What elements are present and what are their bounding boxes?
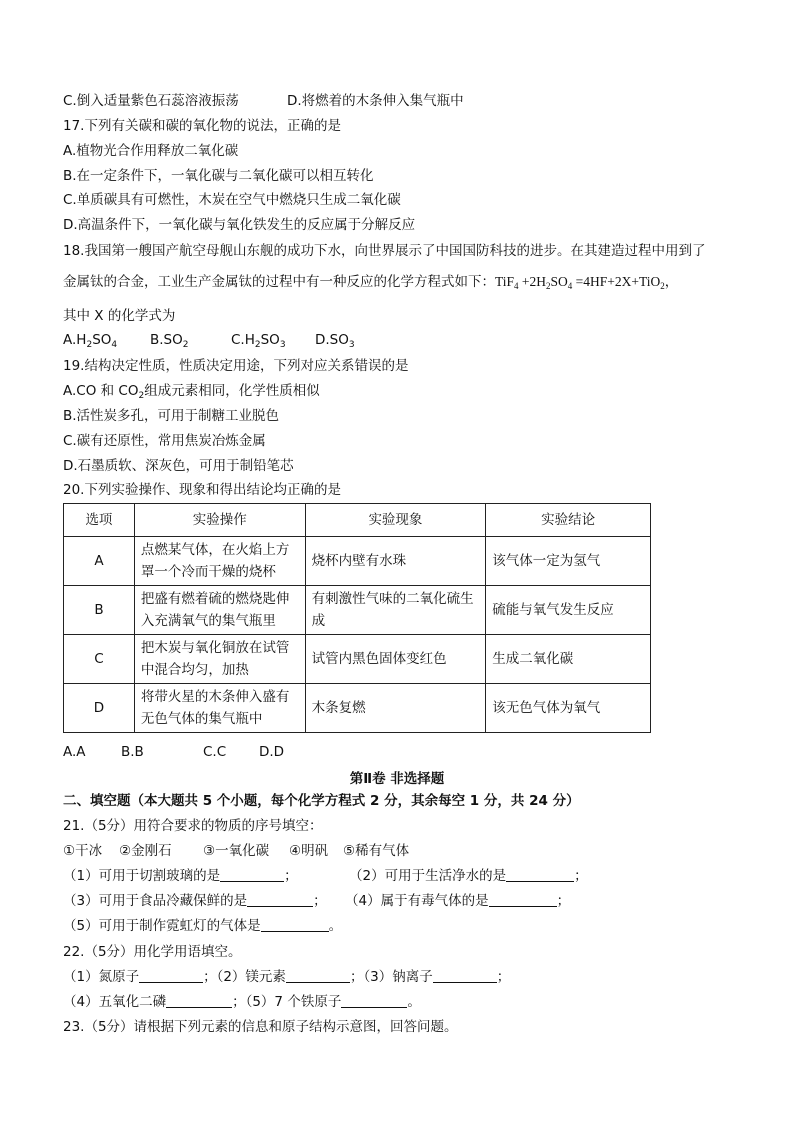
q21-item: ④明矾 [289,843,329,859]
table-cell: C [64,635,135,684]
q21-sub-5: （5）可用于制作霓虹灯的气体是 [63,918,261,934]
q16-option-d: D.将燃着的木条伸入集气瓶中 [287,93,464,109]
table-cell: 生成二氧化碳 [486,635,651,684]
q20-option-c: C.C [203,744,227,760]
q18-options [63,331,355,354]
section-2-heading: 二、填空题（本大题共 5 个小题，每个化学方程式 2 分，其余每空 1 分，共 24 分） [63,793,580,809]
q21-row-2: （3）可用于食品冷藏保鲜的是 ； （4）属于有毒气体的是 ； [63,893,571,909]
table-header-cell: 实验现象 [305,504,486,537]
q18-line-3: 其中 X 的化学式为 [63,308,176,324]
q18-option-d: $D.SO_3$ [315,332,355,350]
q21-items [63,842,410,860]
q21-item: ③一氧化碳 [203,843,270,859]
q21-sub-2-group: （2）可用于生活净水的是 ； [349,868,588,884]
q18-option-c: $C.H_2SO_3$ [231,332,286,350]
answer-blank[interactable] [166,993,232,1008]
q21-sub-4-group: （4）属于有毒气体的是 ； [345,893,571,909]
table-cell: A [64,537,135,586]
q20-stem: 20.下列实验操作、现象和得出结论均正确的是 [63,482,341,498]
table-cell: B [64,586,135,635]
table-cell: 硫能与氧气发生反应 [486,586,651,635]
table-cell: 该无色气体为氧气 [486,684,651,733]
q23-stem: 23.（5分）请根据下列元素的信息和原子结构示意图，回答问题。 [63,1019,458,1035]
table-cell: 点燃某气体，在火焰上方罩一个冷而干燥的烧杯 [134,537,305,586]
q22-sub-3: （3）钠离子 [363,969,433,985]
answer-blank[interactable] [247,892,313,907]
answer-blank[interactable] [489,892,557,907]
q18-line-2-text: 金属钛的合金，工业生产金属钛的过程中有一种反应的化学方程式如下： [63,274,495,290]
table-header-row [64,504,651,537]
q16-option-c: C.倒入适量紫色石蕊溶液振荡 [63,93,239,109]
table-header-cell: 实验操作 [134,504,305,537]
q20-option-d: D.D [259,744,285,760]
q20-table [63,503,651,733]
answer-blank[interactable] [433,968,497,983]
q17-option-a: A.植物光合作用释放二氧化碳 [63,143,239,159]
q21-stem: 21.（5分）用符合要求的物质的序号填空： [63,818,323,834]
q21-sub-3: （3）可用于食品冷藏保鲜的是 [63,893,248,909]
table-cell: 有刺激性气味的二氧化硫生成 [305,586,486,635]
answer-blank[interactable] [139,968,203,983]
q17-option-c: C.单质碳具有可燃性，木炭在空气中燃烧只生成二氧化碳 [63,192,401,208]
q21-item: ⑤稀有气体 [343,843,410,859]
q20-options [63,743,285,761]
table-row [64,586,651,635]
table-cell: D [64,684,135,733]
table-cell: 该气体一定为氢气 [486,537,651,586]
q22-stem: 22.（5分）用化学用语填空。 [63,944,242,960]
table-cell: 将带火星的木条伸入盛有无色气体的集气瓶中 [134,684,305,733]
q21-sub-1: （1）可用于切割玻璃的是 [63,868,221,884]
table-row [64,635,651,684]
table-header-cell: 选项 [64,504,135,537]
q19-option-a: A.CO 和 $CO_2$组成元素相同，化学性质相似 [63,383,320,401]
q18-line-1: 18.我国第一艘国产航空母舰山东舰的成功下水，向世界展示了中国国防科技的进步。在其建造过程中用到了 [63,243,706,259]
q18-option-b: $B.SO_2$ [150,332,189,350]
q17-option-b: B.在一定条件下，一氧化碳与二氧化碳可以相互转化 [63,168,374,184]
table-cell: 烧杯内壁有水珠 [305,537,486,586]
answer-blank[interactable] [286,968,350,983]
q19-option-c: C.碳有还原性，常用焦炭冶炼金属 [63,433,266,449]
answer-blank[interactable] [341,993,407,1008]
q21-item: ②金刚石 [119,843,172,859]
q17-option-d: D.高温条件下，一氧化碳与氧化铁发生的反应属于分解反应 [63,217,416,233]
q21-row-1: （1）可用于切割玻璃的是 ； （2）可用于生活净水的是 ； [63,868,588,884]
q22-sub-1: （1）氮原子 [63,969,140,985]
q21-row-3: （5）可用于制作霓虹灯的气体是 。 [63,918,343,934]
table-cell: 试管内黑色固体变红色 [305,635,486,684]
q18-option-a: $A.H_2SO_4$ [63,332,118,350]
part-2-title: 第Ⅱ卷 非选择题 [349,771,445,787]
q20-option-a: A.A [63,744,86,760]
q20-option-b: B.B [121,744,144,760]
q21-item: ①干冰 [63,843,103,859]
table-row [64,537,651,586]
q22-sub-2: （2）镁元素 [216,969,286,985]
answer-blank[interactable] [506,867,574,882]
table-cell: 把盛有燃着硫的燃烧匙伸入充满氧气的集气瓶里 [134,586,305,635]
table-row [64,684,651,733]
q18-equation: $TiF_4 +2H_2SO_4 =4HF+2X+TiO_2$ [495,274,665,291]
answer-blank[interactable] [261,917,329,932]
q22-sub-4: （4）五氧化二磷 [63,994,167,1010]
q16-options-line [63,92,464,110]
q18-line-2: 金属钛的合金，工业生产金属钛的过程中有一种反应的化学方程式如下：$TiF_4 +2H_2SO_4 =4HF+2X+TiO_2$， [63,274,679,291]
q19-option-b: B.活性炭多孔，可用于制糖工业脱色 [63,408,280,424]
q17-stem: 17.下列有关碳和碳的氧化物的说法，正确的是 [63,118,341,134]
table-header-cell: 实验结论 [486,504,651,537]
q22-sub-5: （5）7 个铁原子 [245,994,342,1010]
q22-row-1: （1）氮原子 ；（2）镁元素 ；（3）钠离子 ； [63,969,511,985]
table-cell: 木条复燃 [305,684,486,733]
q19-stem: 19.结构决定性质，性质决定用途，下列对应关系错误的是 [63,358,409,374]
q19-option-d: D.石墨质软、深灰色，可用于制铅笔芯 [63,458,294,474]
q22-row-2: （4）五氧化二磷 ；（5）7 个铁原子 。 [63,994,421,1010]
answer-blank[interactable] [220,867,284,882]
table-cell: 把木炭与氧化铜放在试管中混合均匀，加热 [134,635,305,684]
